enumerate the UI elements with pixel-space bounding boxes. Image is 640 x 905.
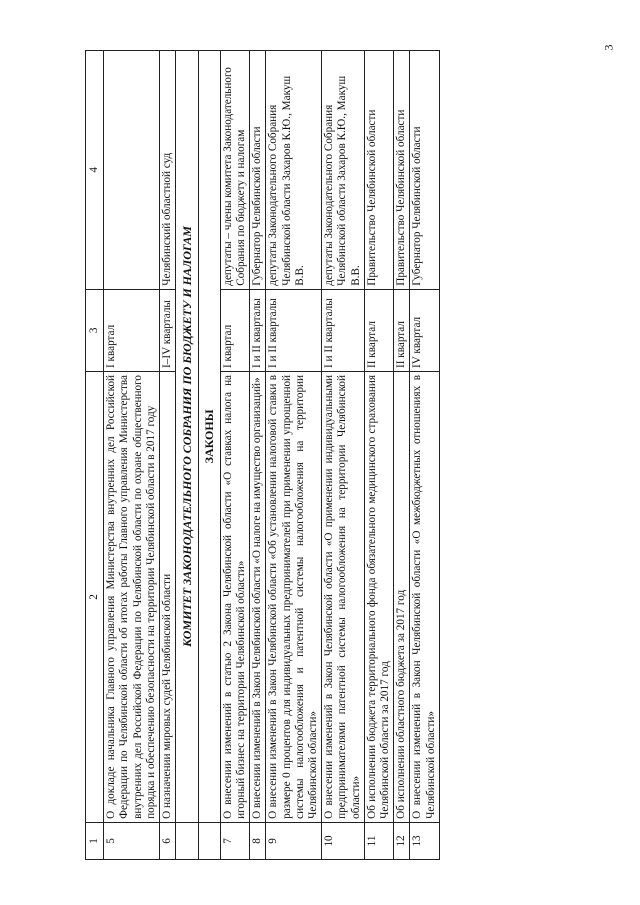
table-row (364, 51, 393, 860)
row-period: IV квартал (410, 289, 439, 371)
subsection-row (199, 51, 220, 860)
row-period: I и II кварталы (250, 289, 266, 371)
col-header-2: 2 (86, 371, 104, 822)
row-number: 6 (160, 822, 176, 859)
row-period: II квартал (394, 289, 410, 371)
row-number: 12 (394, 822, 410, 859)
table-row (104, 51, 160, 860)
row-responsible: депутаты – члены комитета Законодательного Собрания по бюджету и налогам (220, 51, 249, 290)
row-title: О внесении изменений в Закон Челябинской области «О применении индивидуальными предпринимателями патентной системы налогообложения на территории Челябинской области» (322, 371, 365, 822)
row-responsible: депутаты Законодательного Собрания Челябинской области Захаров К.Ю., Макуш В.В. (322, 51, 365, 290)
row-title: О назначении мировых судей Челябинской области (160, 371, 176, 822)
row-title: О внесении изменений в статью 2 Закона Челябинской области «О ставках налога на игорный бизнес на территории Челябинской области» (220, 371, 249, 822)
row-number: 10 (322, 822, 365, 859)
row-number: 11 (364, 822, 393, 859)
col-header-4: 4 (86, 51, 104, 290)
row-title: О внесении изменений в Закон Челябинской области «Об установлении налоговой ставки в размере 0 процентов для индивидуальных предпринимателей при применении упрощенной системы налогообложения и патентной системы налогообложения на территории Челябинской области» (266, 371, 322, 822)
row-period: I квартал (220, 289, 249, 371)
section-row (176, 51, 199, 860)
section-title: КОМИТЕТ ЗАКОНОДАТЕЛЬНОГО СОБРАНИЯ ПО БЮДЖЕТУ И НАЛОГАМ (176, 51, 199, 823)
row-title: О докладе начальника Главного управления Министерства внутренних дел Российской Федерации по Челябинской области об итогах работы Главного управления Министерства внутренних дел Российской Федерации по Челябинской области по охране общественного порядка и обеспечению безопасности на территории Челябинской области в 2017 году (104, 371, 160, 822)
row-number: 7 (220, 822, 249, 859)
row-period: II квартал (364, 289, 393, 371)
row-number: 5 (104, 822, 160, 859)
table-row (322, 51, 365, 860)
row-number: 9 (266, 822, 322, 859)
row-responsible: Губернатор Челябинской области (410, 51, 439, 290)
row-responsible: Губернатор Челябинской области (250, 51, 266, 290)
row-responsible: Правительство Челябинской области (394, 51, 410, 290)
table-row (410, 51, 439, 860)
row-period: I и II кварталы (266, 289, 322, 371)
table-row (250, 51, 266, 860)
row-responsible (104, 51, 160, 290)
row-period: I и II кварталы (322, 289, 365, 371)
row-title: Об исполнении областного бюджета за 2017 год (394, 371, 410, 822)
table-row (266, 51, 322, 860)
row-title: О внесении изменений в Закон Челябинской области «О налоге на имущество организаций» (250, 371, 266, 822)
table-row (220, 51, 249, 860)
table-row (160, 51, 176, 860)
col-header-1: 1 (86, 822, 104, 859)
row-title: Об исполнении бюджета территориального фонда обязательного медицинского страхования Челябинской области за 2017 год (364, 371, 393, 822)
col-header-3: 3 (86, 289, 104, 371)
page-number: 3 (601, 44, 616, 51)
row-responsible: Челябинский областной суд (160, 51, 176, 290)
row-responsible: депутаты Законодательного Собрания Челябинской области Захаров К.Ю., Макуш В.В. (266, 51, 322, 290)
row-number: 8 (250, 822, 266, 859)
table-row (394, 51, 410, 860)
plan-table (85, 50, 440, 860)
rotated-page-content (85, 50, 585, 860)
row-period: I–IV кварталы (160, 289, 176, 371)
table-wrapper (85, 50, 585, 860)
row-number: 13 (410, 822, 439, 859)
row-period: I квартал (104, 289, 160, 371)
subsection-title: ЗАКОНЫ (199, 51, 220, 823)
row-responsible: Правительство Челябинской области (364, 51, 393, 290)
row-title: О внесении изменений в Закон Челябинской области «О межбюджетных отношениях в Челябинской области» (410, 371, 439, 822)
header-row (86, 51, 104, 860)
